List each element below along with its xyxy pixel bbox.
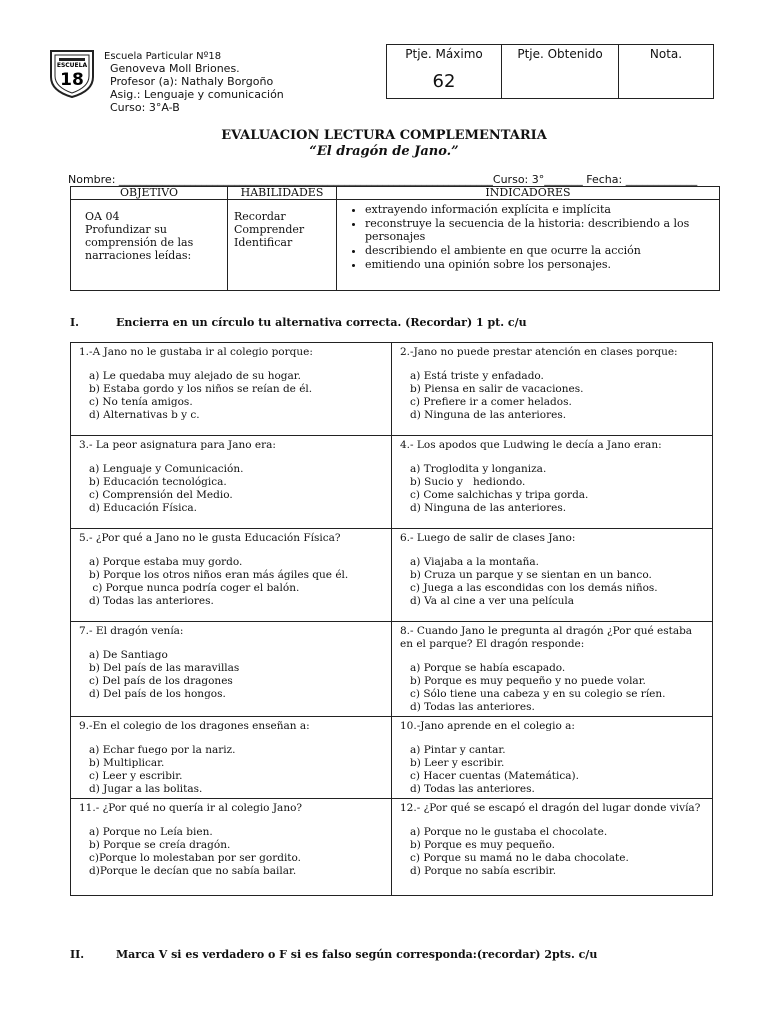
answer-option[interactable]: b) Sucio y hediondo. xyxy=(410,476,526,488)
answer-option[interactable]: a) Porque estaba muy gordo. xyxy=(89,556,243,568)
answer-option[interactable]: b) Del país de las maravillas xyxy=(89,662,240,674)
answer-option[interactable]: c)Porque lo molestaban por ser gordito. xyxy=(89,852,302,864)
indicator-item: • emitiendo una opinión sobre los personajes. xyxy=(365,258,713,271)
question-text: 12.- ¿Por qué se escapó el dragón del lugar donde vivía? xyxy=(400,802,701,814)
question-text: 9.-En el colegio de los dragones enseñan a: xyxy=(79,720,310,732)
answer-options xyxy=(400,463,706,515)
school-name: Genoveva Moll Briones. xyxy=(110,62,240,75)
answer-options xyxy=(79,649,385,701)
question-text: 8.- Cuando Jano le pregunta al dragón ¿Por qué estaba en el parque? El dragón responde: xyxy=(400,625,693,650)
question-text: 5.- ¿Por qué a Jano no le gusta Educación Física? xyxy=(79,532,341,544)
answer-option[interactable]: d) Todas las anteriores. xyxy=(410,783,535,795)
answer-option[interactable]: a) Le quedaba muy alejado de su hogar. xyxy=(89,370,301,382)
answer-option[interactable]: b) Piensa en salir de vacaciones. xyxy=(410,383,584,395)
answer-options xyxy=(400,744,706,796)
answer-option[interactable]: c) Leer y escribir. xyxy=(89,770,183,782)
answer-options xyxy=(400,826,706,878)
answer-option[interactable]: c) No tenía amigos. xyxy=(89,396,193,408)
question-row xyxy=(71,436,713,529)
logo-number: 18 xyxy=(60,70,84,90)
school-label: Escuela Particular Nº18 xyxy=(104,51,222,62)
indicators-cell xyxy=(337,200,720,291)
objective-line: OA 04 xyxy=(85,210,120,223)
question-cell xyxy=(392,343,713,436)
answer-options xyxy=(79,370,385,422)
answer-options xyxy=(79,826,385,878)
logo-top-text: ESCUELA xyxy=(56,62,88,69)
section-2-heading xyxy=(70,948,597,961)
question-text: 7.- El dragón venía: xyxy=(79,625,184,637)
max-score-cell xyxy=(387,45,502,99)
objective-line: narraciones leídas: xyxy=(85,249,192,262)
answer-option[interactable]: c) Comprensión del Medio. xyxy=(89,489,233,501)
answer-option[interactable]: a) De Santiago xyxy=(89,649,168,661)
obtained-score-label: Ptje. Obtenido xyxy=(517,47,603,61)
answer-option[interactable]: d) Jugar a las bolitas. xyxy=(89,783,203,795)
skills-header: HABILIDADES xyxy=(228,187,337,200)
question-text: 3.- La peor asignatura para Jano era: xyxy=(79,439,276,451)
answer-option[interactable]: a) Viajaba a la montaña. xyxy=(410,556,539,568)
school-logo xyxy=(47,47,97,99)
question-cell xyxy=(392,529,713,622)
objectives-table xyxy=(70,186,720,291)
answer-option[interactable]: c) Porque nunca podría coger el balón. xyxy=(89,582,300,594)
answer-option[interactable]: a) Porque no le gustaba el chocolate. xyxy=(410,826,608,838)
max-score-label: Ptje. Máximo xyxy=(405,47,483,61)
page-subtitle: “El dragón de Jano.” xyxy=(309,144,459,159)
skills-cell xyxy=(228,200,337,291)
answer-option[interactable]: c) Del país de los dragones xyxy=(89,675,233,687)
indicators-header: INDICADORES xyxy=(337,187,720,200)
course-name: Curso: 3°A-B xyxy=(110,101,180,114)
skill-item: Comprender xyxy=(234,223,305,236)
grade-cell[interactable] xyxy=(619,45,714,99)
answer-option[interactable]: d) Porque no sabía escribir. xyxy=(410,865,557,877)
answer-option[interactable]: a) Troglodita y longaniza. xyxy=(410,463,547,475)
answer-option[interactable]: b) Leer y escribir. xyxy=(410,757,505,769)
answer-options xyxy=(400,556,706,608)
answer-option[interactable]: d) Va al cine a ver una película xyxy=(410,595,575,607)
objective-cell xyxy=(71,200,228,291)
answer-option[interactable]: a) Porque no Leía bien. xyxy=(89,826,213,838)
question-row xyxy=(71,622,713,717)
question-text: 2.-Jano no puede prestar atención en clases porque: xyxy=(400,346,678,358)
question-cell xyxy=(392,436,713,529)
answer-option[interactable]: a) Lenguaje y Comunicación. xyxy=(89,463,244,475)
section-1-instruction: Encierra en un círculo tu alternativa correcta. (Recordar) 1 pt. c/u xyxy=(116,316,527,329)
answer-options xyxy=(79,556,385,608)
answer-option[interactable]: d)Porque le decían que no sabía bailar. xyxy=(89,865,297,877)
question-cell xyxy=(71,343,392,436)
question-cell xyxy=(392,799,713,896)
answer-option[interactable]: b) Porque los otros niños eran más ágiles que él. xyxy=(89,569,349,581)
answer-option[interactable]: b) Educación tecnológica. xyxy=(89,476,227,488)
answer-option[interactable]: c) Hacer cuentas (Matemática). xyxy=(410,770,579,782)
answer-option[interactable]: b) Estaba gordo y los niños se reían de él. xyxy=(89,383,313,395)
section-1-number: I. xyxy=(70,316,79,329)
teacher-name: Profesor (a): Nathaly Borgoño xyxy=(110,75,274,88)
question-row xyxy=(71,529,713,622)
answer-option[interactable]: c) Prefiere ir a comer helados. xyxy=(410,396,572,408)
answer-option[interactable]: b) Porque es muy pequeño. xyxy=(410,839,555,851)
indicator-item: • describiendo el ambiente en que ocurre la acción xyxy=(365,244,713,257)
answer-option[interactable]: c) Porque su mamá no le daba chocolate. xyxy=(410,852,629,864)
answer-option[interactable]: d) Alternativas b y c. xyxy=(89,409,200,421)
student-info-line[interactable]: Nombre: ____________________________________________________________________Curso: 3°_______ Fecha: _____________ xyxy=(68,173,698,186)
answer-option[interactable]: d) Ninguna de las anteriores. xyxy=(410,409,567,421)
answer-option[interactable]: c) Come salchichas y tripa gorda. xyxy=(410,489,589,501)
answer-option[interactable]: d) Todas las anteriores. xyxy=(89,595,214,607)
skill-item: Identificar xyxy=(234,236,293,249)
obtained-score-cell[interactable] xyxy=(502,45,619,99)
answer-options xyxy=(79,463,385,515)
question-row xyxy=(71,343,713,436)
question-text: 4.- Los apodos que Ludwing le decía a Jano eran: xyxy=(400,439,662,451)
answer-option[interactable]: a) Echar fuego por la nariz. xyxy=(89,744,236,756)
answer-option[interactable]: d) Todas las anteriores. xyxy=(410,701,535,713)
objective-line: comprensión de las xyxy=(85,236,194,249)
skill-item: Recordar xyxy=(234,210,286,223)
answer-option[interactable]: b) Multiplicar. xyxy=(89,757,165,769)
question-cell xyxy=(71,622,392,717)
answer-option[interactable]: d) Educación Física. xyxy=(89,502,197,514)
answer-options xyxy=(400,370,706,422)
indicator-item: • extrayendo información explícita e implícita xyxy=(365,203,713,216)
question-text: 1.-A Jano no le gustaba ir al colegio porque: xyxy=(79,346,313,358)
answer-option[interactable]: d) Del país de los hongos. xyxy=(89,688,226,700)
section-2-instruction: Marca V si es verdadero o F si es falso según corresponda:(recordar) 2pts. c/u xyxy=(116,948,598,961)
answer-option[interactable]: b) Porque se creía dragón. xyxy=(89,839,231,851)
answer-options xyxy=(79,744,385,796)
answer-options xyxy=(400,662,706,714)
question-cell xyxy=(392,622,713,717)
question-text: 11.- ¿Por qué no quería ir al colegio Jano? xyxy=(79,802,303,814)
answer-option[interactable]: d) Ninguna de las anteriores. xyxy=(410,502,567,514)
answer-option[interactable]: c) Sólo tiene una cabeza y en su colegio se ríen. xyxy=(410,688,666,700)
question-cell xyxy=(71,799,392,896)
objective-line: Profundizar su xyxy=(85,223,167,236)
indicators-list xyxy=(351,203,713,271)
question-row xyxy=(71,799,713,896)
grade-label: Nota. xyxy=(649,47,683,61)
score-table xyxy=(386,44,714,99)
answer-option[interactable]: a) Pintar y cantar. xyxy=(410,744,506,756)
answer-option[interactable]: c) Juega a las escondidas con los demás niños. xyxy=(410,582,658,594)
answer-option[interactable]: a) Porque se había escapado. xyxy=(410,662,566,674)
question-text: 6.- Luego de salir de clases Jano: xyxy=(400,532,576,544)
answer-option[interactable]: b) Porque es muy pequeño y no puede volar. xyxy=(410,675,646,687)
indicator-item: • reconstruye la secuencia de la historia: describiendo a los personajes xyxy=(365,217,713,243)
section-1-heading xyxy=(70,316,527,329)
answer-option[interactable]: a) Está triste y enfadado. xyxy=(410,370,544,382)
section-2-number: II. xyxy=(70,948,85,961)
subject-name: Asig.: Lenguaje y comunicación xyxy=(110,88,284,101)
question-cell xyxy=(392,717,713,799)
question-text: 10.-Jano aprende en el colegio a: xyxy=(400,720,575,732)
question-cell xyxy=(71,529,392,622)
questions-table xyxy=(70,342,713,896)
page-title: EVALUACION LECTURA COMPLEMENTARIA xyxy=(221,128,547,143)
question-row xyxy=(71,717,713,799)
max-score-value: 62 xyxy=(432,71,456,92)
question-cell xyxy=(71,436,392,529)
objective-header: OBJETIVO xyxy=(71,187,228,200)
question-cell xyxy=(71,717,392,799)
answer-option[interactable]: b) Cruza un parque y se sientan en un banco. xyxy=(410,569,652,581)
